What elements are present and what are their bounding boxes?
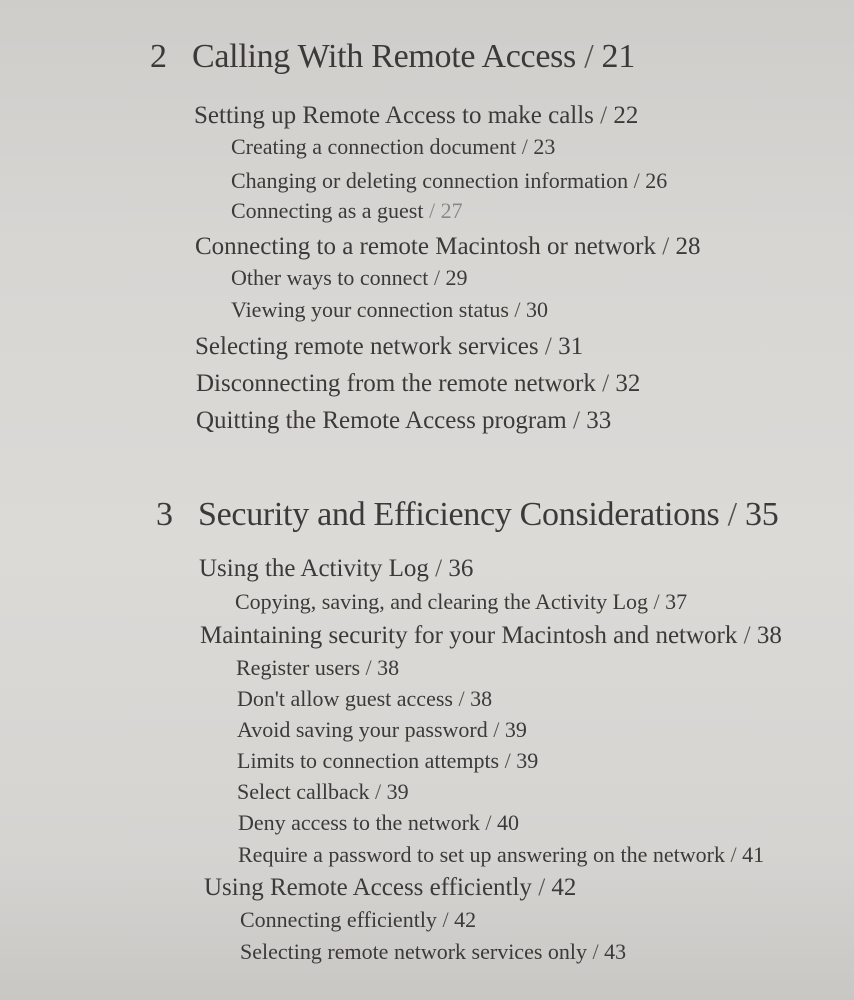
entry-text: Other ways to connect bbox=[231, 265, 429, 290]
toc-subentry bbox=[231, 134, 555, 160]
toc-subentry bbox=[231, 265, 467, 291]
separator: / bbox=[365, 655, 372, 680]
chapter-number: 3 bbox=[156, 496, 173, 533]
entry-page: 43 bbox=[604, 939, 627, 964]
chapter-title: Calling With Remote Access bbox=[192, 38, 576, 75]
toc-subentry bbox=[238, 842, 764, 868]
toc-subentry bbox=[237, 748, 538, 774]
entry-text: Connecting to a remote Macintosh or network bbox=[195, 233, 656, 260]
chapter-2-heading bbox=[150, 38, 635, 76]
toc-entry bbox=[196, 370, 640, 398]
entry-text: Using the Activity Log bbox=[199, 555, 429, 582]
entry-page: 42 bbox=[551, 874, 577, 901]
entry-text: Avoid saving your password bbox=[237, 717, 488, 742]
separator: / bbox=[433, 265, 440, 290]
chapter-3-heading bbox=[156, 496, 778, 534]
toc-entry bbox=[195, 233, 700, 261]
entry-text: Require a password to set up answering on the network bbox=[238, 842, 725, 867]
entry-text: Select callback bbox=[237, 779, 370, 804]
entry-text: Copying, saving, and clearing the Activity Log bbox=[235, 589, 649, 614]
entry-text: Connecting efficiently bbox=[240, 907, 437, 932]
separator: / bbox=[514, 297, 521, 322]
separator: / bbox=[375, 779, 382, 804]
toc-subentry bbox=[237, 686, 492, 712]
entry-page: 31 bbox=[558, 333, 584, 360]
entry-page: 22 bbox=[613, 102, 639, 129]
toc-entry bbox=[199, 555, 473, 583]
entry-page: 28 bbox=[675, 233, 701, 260]
entry-text: Using Remote Access efficiently bbox=[204, 874, 532, 901]
toc-entry bbox=[196, 407, 611, 435]
entry-text: Quitting the Remote Access program bbox=[196, 407, 567, 434]
separator: / bbox=[521, 134, 528, 159]
separator: / bbox=[592, 939, 599, 964]
separator: / bbox=[600, 102, 608, 129]
separator: / bbox=[493, 717, 500, 742]
entry-page: 38 bbox=[377, 655, 400, 680]
toc-subentry bbox=[235, 589, 687, 615]
toc-entry bbox=[200, 622, 782, 650]
separator: / bbox=[662, 233, 670, 260]
toc-subentry bbox=[237, 717, 527, 743]
separator: / bbox=[584, 38, 594, 75]
toc-subentry bbox=[240, 939, 626, 965]
separator: / bbox=[458, 686, 465, 711]
toc-entry bbox=[204, 874, 576, 902]
toc-entry bbox=[195, 333, 583, 361]
entry-text: Limits to connection attempts bbox=[237, 748, 500, 773]
entry-page: 39 bbox=[516, 748, 539, 773]
toc-subentry bbox=[231, 297, 548, 323]
separator: / bbox=[573, 407, 580, 434]
toc-subentry bbox=[231, 168, 667, 194]
entry-page: 39 bbox=[386, 779, 409, 804]
separator: / bbox=[633, 168, 640, 193]
entry-text: Connecting as a guest bbox=[231, 198, 424, 223]
chapter-title: Security and Efficiency Considerations bbox=[198, 496, 720, 533]
toc-subentry bbox=[237, 779, 409, 805]
entry-page: 36 bbox=[448, 555, 474, 582]
separator: / bbox=[538, 874, 546, 901]
separator: / bbox=[442, 907, 449, 932]
entry-page: 26 bbox=[645, 168, 668, 193]
toc-subentry bbox=[231, 198, 463, 224]
entry-text: Don't allow guest access bbox=[237, 686, 453, 711]
entry-text: Disconnecting from the remote network bbox=[196, 370, 596, 397]
chapter-page: 35 bbox=[745, 496, 779, 533]
separator: / bbox=[485, 810, 492, 835]
chapter-number: 2 bbox=[150, 38, 167, 75]
entry-page: 30 bbox=[526, 297, 549, 322]
entry-page: 37 bbox=[665, 589, 688, 614]
entry-text: Selecting remote network services bbox=[195, 333, 539, 360]
entry-page: 33 bbox=[586, 407, 612, 434]
entry-text: Changing or deleting connection information bbox=[231, 168, 629, 193]
entry-text: Viewing your connection status bbox=[231, 297, 509, 322]
entry-page: 40 bbox=[497, 810, 520, 835]
entry-text: Selecting remote network services only bbox=[240, 939, 588, 964]
separator: / bbox=[544, 333, 552, 360]
entry-page: 27 bbox=[440, 198, 463, 223]
toc-entry bbox=[194, 102, 638, 130]
toc-subentry bbox=[236, 655, 399, 681]
entry-page: 41 bbox=[742, 842, 765, 867]
entry-text: Register users bbox=[236, 655, 361, 680]
chapter-page: 21 bbox=[601, 38, 635, 75]
entry-page: 39 bbox=[504, 717, 527, 742]
entry-page: 38 bbox=[756, 622, 782, 649]
entry-text: Setting up Remote Access to make calls bbox=[194, 102, 594, 129]
separator: / bbox=[428, 198, 436, 223]
separator: / bbox=[653, 589, 660, 614]
entry-page: 38 bbox=[470, 686, 493, 711]
entry-page: 32 bbox=[615, 370, 641, 397]
separator: / bbox=[743, 622, 751, 649]
separator: / bbox=[730, 842, 737, 867]
entry-text: Creating a connection document bbox=[231, 134, 517, 159]
separator: / bbox=[602, 370, 610, 397]
separator: / bbox=[504, 748, 511, 773]
entry-page: 42 bbox=[454, 907, 477, 932]
entry-text: Deny access to the network bbox=[238, 810, 480, 835]
entry-page: 23 bbox=[533, 134, 556, 159]
toc-subentry bbox=[240, 907, 476, 933]
separator: / bbox=[727, 496, 737, 533]
separator: / bbox=[435, 555, 443, 582]
entry-text: Maintaining security for your Macintosh and network bbox=[200, 622, 738, 649]
toc-subentry bbox=[238, 810, 519, 836]
entry-page: 29 bbox=[445, 265, 468, 290]
